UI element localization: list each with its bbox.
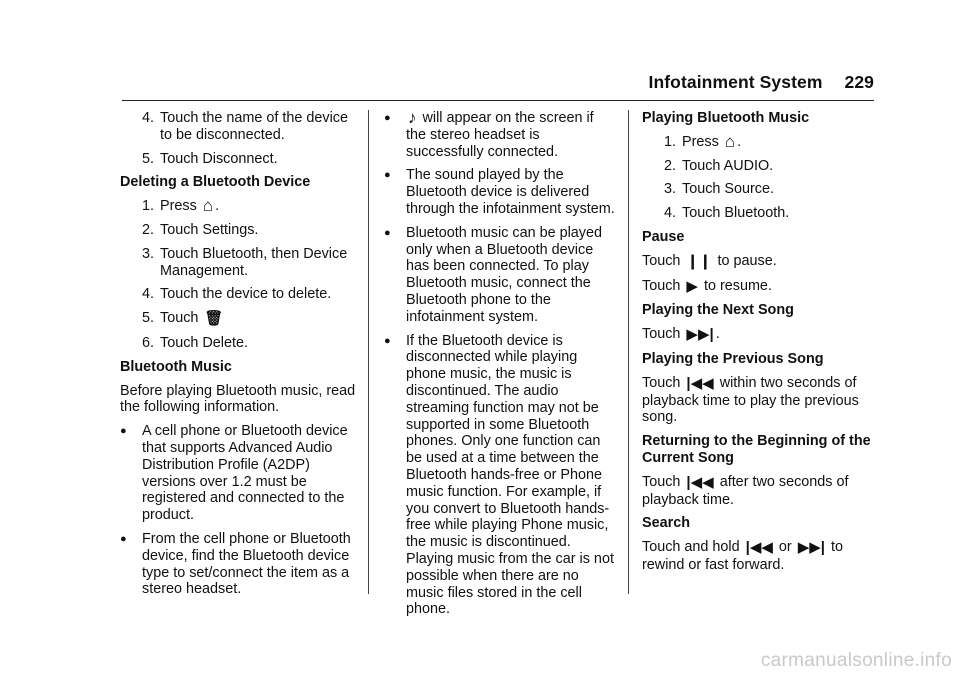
list-item: 3. Touch Source.: [663, 181, 774, 198]
list-item: 1. Press ⌂ .: [141, 196, 220, 216]
list-item: 2. Touch Settings.: [141, 221, 259, 238]
home-icon: ⌂: [724, 131, 736, 151]
heading-playing-music: Playing Bluetooth Music: [642, 110, 810, 126]
watermark: carmanualsonline.info: [760, 650, 952, 671]
heading-previous-song: Playing the Previous Song: [642, 350, 824, 367]
heading-next-song: Playing the Next Song: [642, 302, 794, 319]
page-number: 229: [844, 72, 874, 92]
search-paragraph: Touch and hold |◀◀ or ▶▶| to rewind or fast forward.: [642, 539, 843, 573]
pause-paragraph: Touch ❙❙ to pause.: [642, 252, 777, 270]
heading-pause: Pause: [642, 228, 685, 245]
column-divider: [368, 110, 369, 594]
heading-bluetooth-music: Bluetooth Music: [120, 358, 232, 375]
resume-paragraph: Touch ▶ to resume.: [642, 277, 772, 295]
previous-track-icon: |◀◀: [686, 374, 714, 392]
return-paragraph: Touch |◀◀ after two seconds of playback time.: [642, 473, 849, 508]
heading-deleting-device: Deleting a Bluetooth Device: [120, 174, 311, 191]
list-item: 3. Touch Bluetooth, then Device Management.: [141, 245, 348, 279]
bullet-item: ● If the Bluetooth device is disconnected while playing phone music, the music is discontinued. The audio streaming function may not be supported in some Bluetooth phones. Only one function can be used at a time between the Bluetooth hands-free or Phone music function. For example, if you convert to Bluetooth hands-free while playing Phone music, the music is discontinued. Playing music from the car is not possible when there are no music files stored in the cell phone.: [384, 332, 614, 618]
list-item: 1. Press ⌂ .: [663, 131, 742, 151]
list-item: 5. Touch Disconnect.: [141, 150, 278, 167]
music-note-icon: ♪: [408, 108, 417, 127]
page-header: [648, 72, 874, 93]
column-divider: [628, 110, 629, 594]
list-item: 5. Touch 🗑: [141, 310, 224, 328]
previous-track-icon: |◀◀: [686, 473, 714, 491]
next-track-icon: ▶▶|: [797, 539, 825, 557]
home-icon: ⌂: [202, 196, 214, 216]
bullet-item: ● Bluetooth music can be played only when a Bluetooth device has been connected. To play Bluetooth music, connect the Bluetooth phone to the infotainment system.: [384, 224, 602, 325]
play-icon: ▶: [686, 277, 698, 295]
section-title: Infotainment System: [648, 72, 823, 92]
bullet-item: ● A cell phone or Bluetooth device that supports Advanced Audio Distribution Profile (A2DP) versions over 1.2 must be registered and connected to the product.: [120, 423, 348, 524]
bullet-item: ● From the cell phone or Bluetooth device, find the Bluetooth device type to set/connect the item as a stereo headset.: [120, 530, 351, 598]
column-right: [642, 110, 878, 581]
list-item: 6. Touch Delete.: [141, 334, 248, 351]
intro-paragraph: Before playing Bluetooth music, read the following information.: [120, 382, 356, 416]
next-paragraph: Touch ▶▶| .: [642, 326, 720, 344]
column-left: [120, 110, 356, 605]
heading-search: Search: [642, 515, 690, 532]
bullet-item: ● ♪ will appear on the screen if the stereo headset is successfully connected.: [384, 108, 594, 160]
heading-return-to-beginning: Returning to the Beginning of the Current Song: [642, 433, 871, 466]
list-item: 4. Touch the name of the device to be disconnected.: [141, 110, 348, 143]
trash-icon: 🗑: [204, 310, 224, 328]
pause-icon: ❙❙: [686, 252, 712, 270]
list-item: 4. Touch the device to delete.: [141, 286, 332, 303]
bullet-item: ● The sound played by the Bluetooth device is delivered through the infotainment system.: [384, 167, 615, 217]
previous-paragraph: Touch |◀◀ within two seconds of playback time to play the previous song.: [642, 374, 859, 426]
next-track-icon: ▶▶|: [686, 326, 714, 344]
column-middle: [384, 110, 616, 625]
header-rule: [122, 100, 874, 101]
previous-track-icon: |◀◀: [745, 539, 773, 557]
list-item: 2. Touch AUDIO.: [663, 157, 774, 174]
list-item: 4. Touch Bluetooth.: [663, 205, 790, 222]
